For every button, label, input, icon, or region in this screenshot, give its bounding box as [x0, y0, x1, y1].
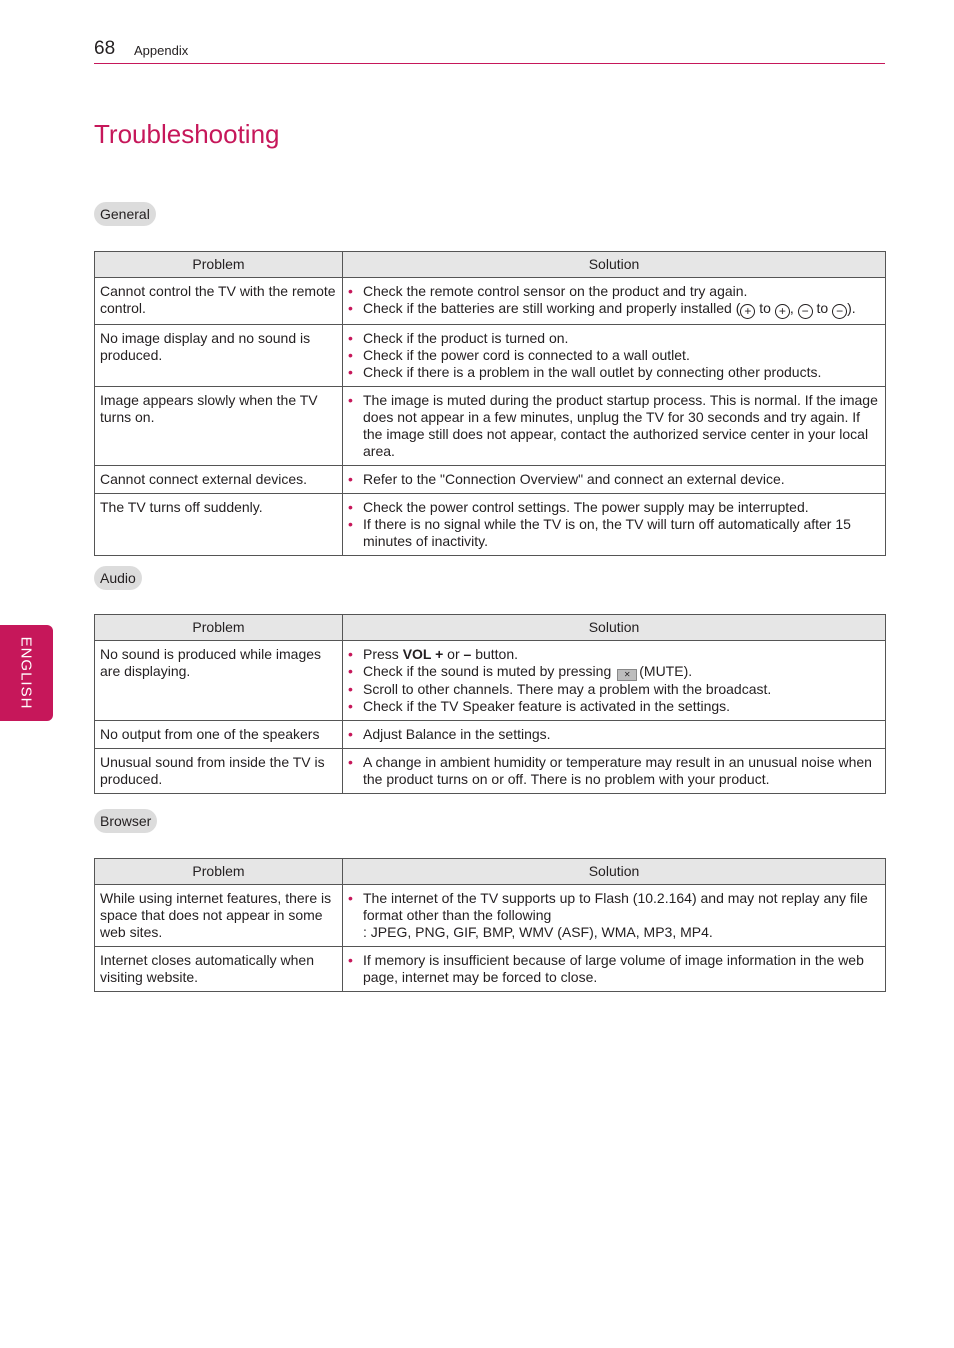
table-row	[95, 466, 886, 494]
problem-cell: Image appears slowly when the TV turns on.	[95, 387, 343, 466]
solution-item: • Check the power control settings. The power supply may be interrupted.	[348, 499, 880, 516]
problem-cell: While using internet features, there is space that does not appear in some web sites.	[95, 885, 343, 947]
column-header-problem: Problem	[95, 615, 343, 641]
column-header-solution: Solution	[343, 252, 886, 278]
solution-cell	[343, 947, 886, 992]
problem-cell: Internet closes automatically when visiting website.	[95, 947, 343, 992]
section-name: Appendix	[134, 43, 189, 58]
problem-cell: Cannot control the TV with the remote control.	[95, 278, 343, 325]
table-row	[95, 721, 886, 749]
solution-item: • Adjust Balance in the settings.	[348, 726, 880, 743]
table-row	[95, 641, 886, 721]
solution-cell	[343, 641, 886, 721]
solution-item: • Check if the sound is muted by pressing ✕ (MUTE).	[348, 663, 880, 681]
minus-icon: −	[798, 304, 813, 319]
plus-icon: +	[775, 304, 790, 319]
problem-cell: Unusual sound from inside the TV is produced.	[95, 749, 343, 794]
solution-item: • Refer to the "Connection Overview" and connect an external device.	[348, 471, 880, 488]
column-header-problem: Problem	[95, 859, 343, 885]
vol-plus-label: VOL +	[402, 646, 444, 662]
solution-cell	[343, 749, 886, 794]
solution-item: • Check if the power cord is connected to a wall outlet.	[348, 347, 880, 364]
solution-item: • Check if there is a problem in the wall outlet by connecting other products.	[348, 364, 880, 381]
column-header-solution: Solution	[343, 615, 886, 641]
page-header	[94, 36, 885, 64]
solution-item: • Check the remote control sensor on the product and try again.	[348, 283, 880, 300]
table-row	[95, 885, 886, 947]
table-row	[95, 947, 886, 992]
minus-icon: −	[832, 304, 847, 319]
solution-item: • Check if the TV Speaker feature is activated in the settings.	[348, 698, 880, 715]
solution-item: • Press VOL + or – button.	[348, 646, 880, 663]
table-row	[95, 278, 886, 325]
table-row	[95, 749, 886, 794]
language-tab	[0, 625, 53, 721]
solution-item: • Scroll to other channels. There may a problem with the broadcast.	[348, 681, 880, 698]
vol-minus-label: –	[463, 646, 472, 662]
table-header-row	[95, 615, 886, 641]
problem-cell: No image display and no sound is produced.	[95, 325, 343, 387]
problem-cell: No output from one of the speakers	[95, 721, 343, 749]
table-header-row	[95, 859, 886, 885]
problem-cell: The TV turns off suddenly.	[95, 494, 343, 556]
browser-table	[94, 858, 886, 992]
solution-cell	[343, 325, 886, 387]
solution-cell	[343, 278, 886, 325]
mute-icon: ✕	[617, 669, 637, 681]
plus-icon: +	[740, 304, 755, 319]
section-label-general: General	[94, 202, 156, 226]
page-number: 68	[94, 38, 116, 59]
language-tab-label: ENGLISH	[17, 636, 35, 710]
section-label-browser: Browser	[94, 809, 157, 833]
problem-cell: No sound is produced while images are displaying.	[95, 641, 343, 721]
page-title: Troubleshooting	[94, 119, 280, 149]
solution-cell	[343, 885, 886, 947]
solution-item: • Check if the product is turned on.	[348, 330, 880, 347]
section-label-audio: Audio	[94, 566, 142, 590]
solution-item: • If there is no signal while the TV is on, the TV will turn off automatically after 15 minutes of inactivity.	[348, 516, 880, 550]
solution-cell	[343, 466, 886, 494]
general-table	[94, 251, 886, 556]
solution-item: • If memory is insufficient because of large volume of image information in the web page, internet may be forced to close.	[348, 952, 880, 986]
column-header-solution: Solution	[343, 859, 886, 885]
solution-cell	[343, 494, 886, 556]
problem-cell: Cannot connect external devices.	[95, 466, 343, 494]
solution-item: • Check if the batteries are still working and properly installed ( + to + , − to − ).	[348, 300, 880, 319]
table-row	[95, 325, 886, 387]
table-row	[95, 387, 886, 466]
solution-item: • The internet of the TV supports up to Flash (10.2.164) and may not replay any file format other than the following : JPEG, PNG, GIF, BMP, WMV (ASF), WMA, MP3, MP4.	[348, 890, 880, 941]
column-header-problem: Problem	[95, 252, 343, 278]
table-header-row	[95, 252, 886, 278]
table-row	[95, 494, 886, 556]
solution-item: • A change in ambient humidity or temperature may result in an unusual noise when the product turns on or off. There is no problem with your product.	[348, 754, 880, 788]
solution-cell	[343, 387, 886, 466]
solution-cell	[343, 721, 886, 749]
solution-item: • The image is muted during the product startup process. This is normal. If the image does not appear in a few minutes, unplug the TV for 30 seconds and try again. If the image still does not appear, contact the authorized service center in your local area.	[348, 392, 880, 460]
audio-table	[94, 614, 886, 794]
